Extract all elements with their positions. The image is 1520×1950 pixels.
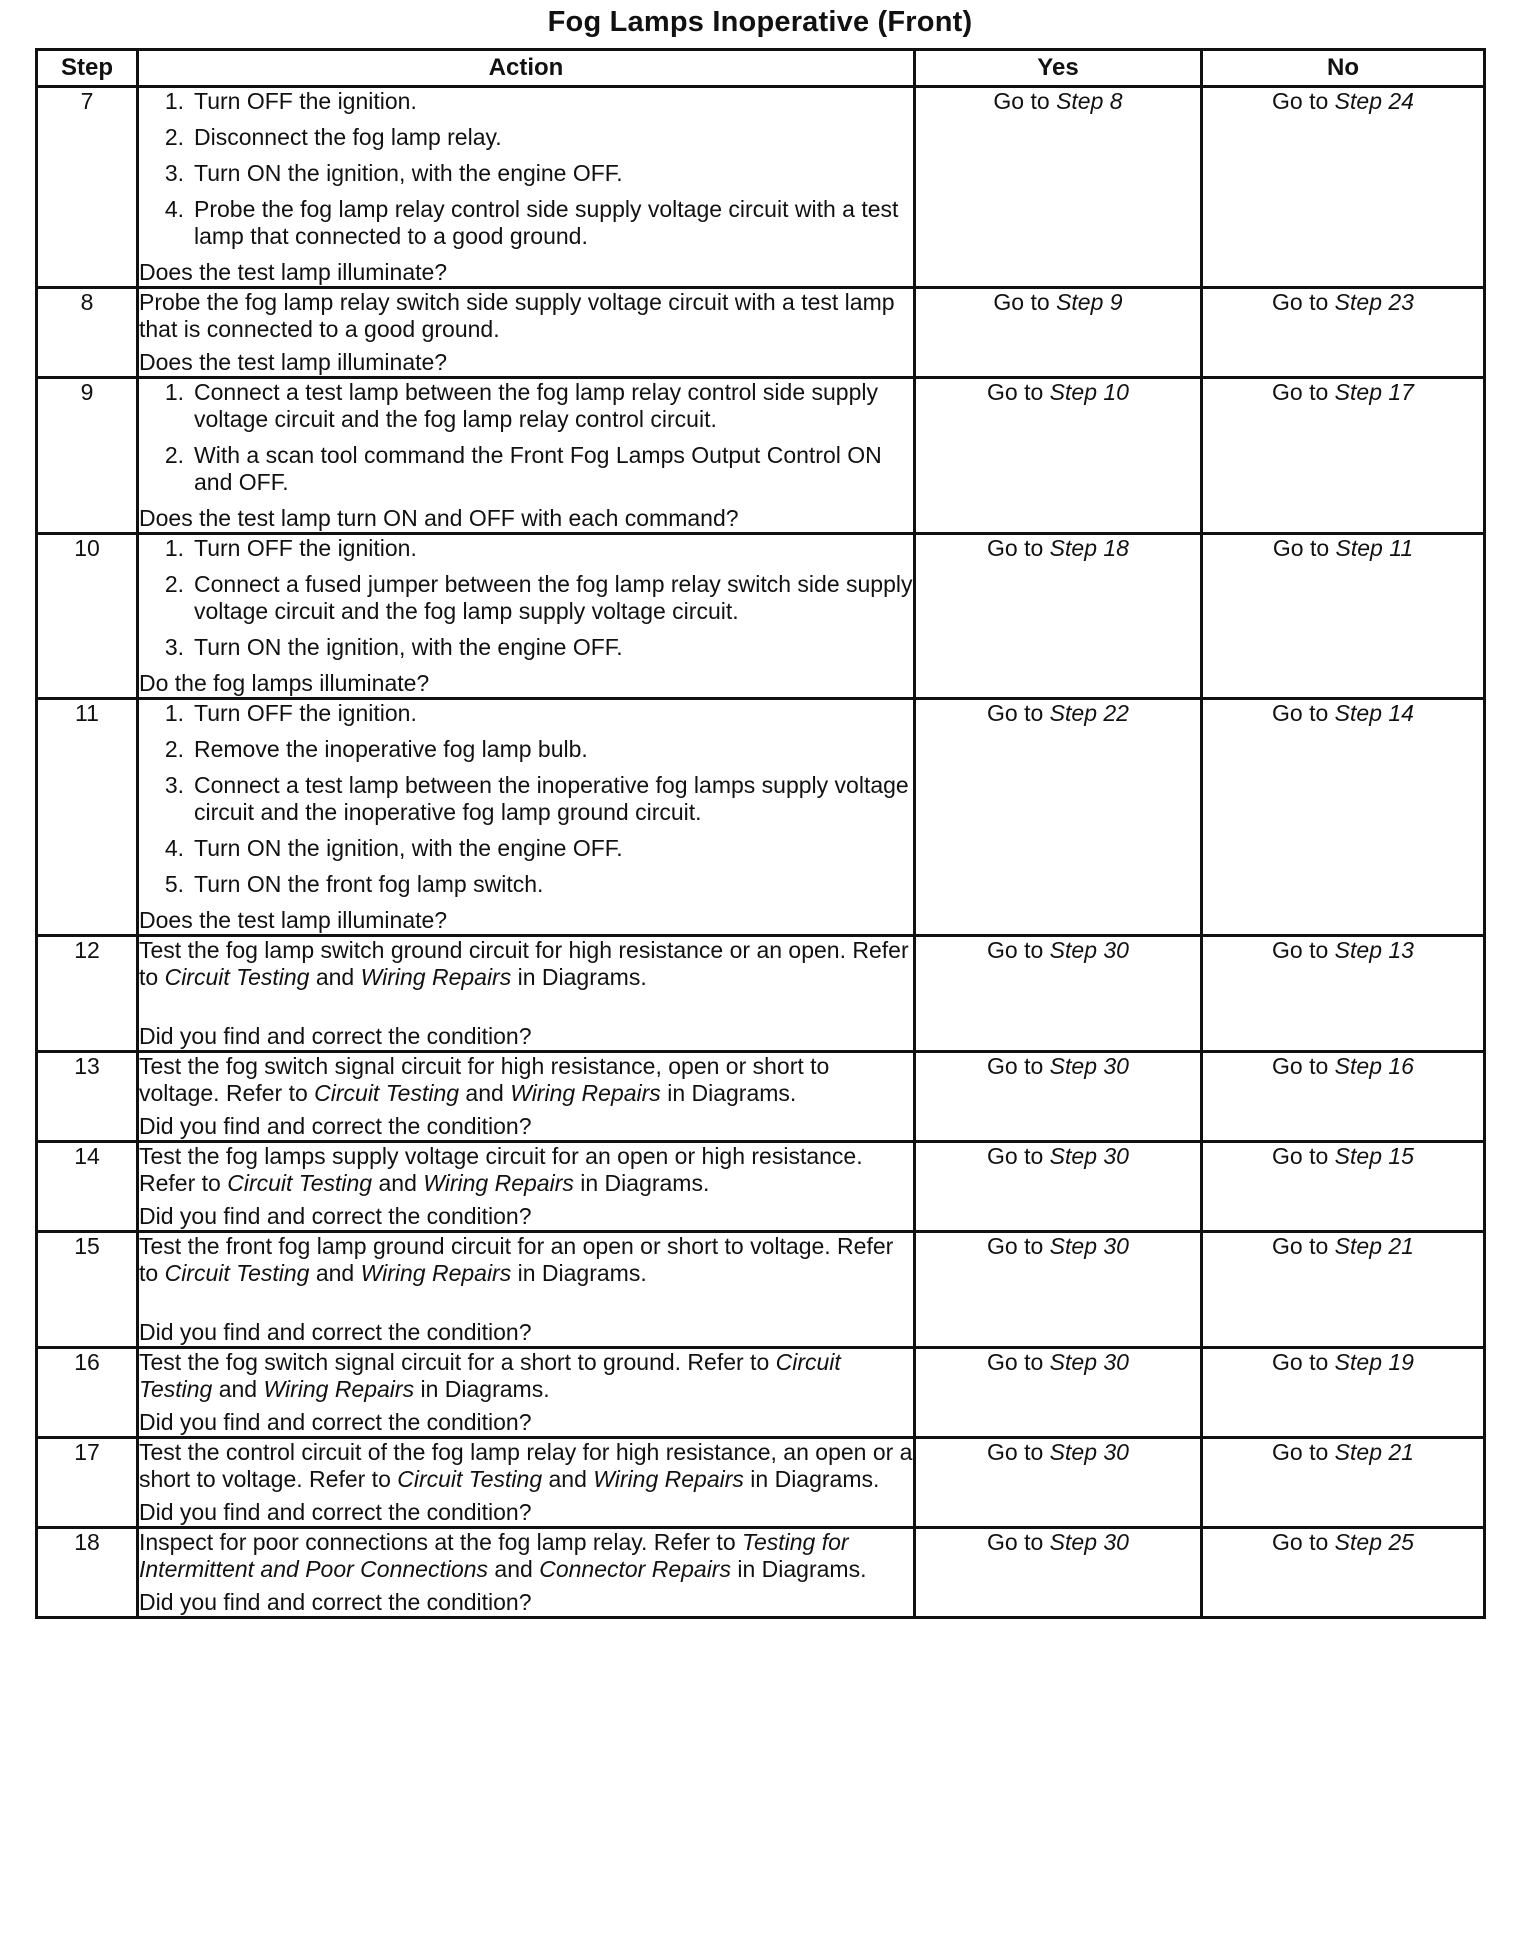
list-item-text: Turn ON the ignition, with the engine OFF.	[194, 634, 623, 660]
question-text: Did you find and correct the condition?	[139, 1409, 532, 1435]
action-text-part: and	[372, 1170, 424, 1196]
no-step-reference: Step 16	[1334, 1053, 1414, 1079]
action-steps-list	[139, 88, 913, 250]
action-text	[139, 1053, 913, 1107]
list-item-text: Connect a test lamp between the inoperative fog lamps supply voltage circuit and the inoperative fog lamp ground circuit.	[194, 772, 909, 825]
action-text	[139, 937, 913, 991]
no-cell	[1202, 1438, 1485, 1528]
action-steps-list	[139, 535, 913, 661]
spacer	[139, 997, 913, 1023]
yes-step-reference: Step 8	[1056, 88, 1123, 114]
no-cell	[1202, 1142, 1485, 1232]
no-goto-text: Go to	[1272, 1053, 1335, 1079]
action-text-part: in Diagrams.	[511, 1260, 647, 1286]
list-item-number: 1.	[164, 700, 184, 726]
yes-step-reference: Step 30	[1049, 1529, 1129, 1555]
list-item	[139, 535, 913, 562]
no-step-reference: Step 13	[1334, 937, 1414, 963]
question-text: Does the test lamp turn ON and OFF with each command?	[139, 505, 739, 531]
list-item-text: Turn ON the ignition, with the engine OFF.	[194, 835, 623, 861]
list-item	[139, 88, 913, 115]
action-text	[139, 1143, 913, 1197]
table-row	[37, 1528, 1485, 1618]
list-item-text: Turn ON the ignition, with the engine OFF.	[194, 160, 623, 186]
list-item	[139, 196, 913, 250]
yes-goto-text: Go to	[987, 1053, 1050, 1079]
action-cell	[138, 87, 915, 288]
yes-goto-text: Go to	[993, 88, 1057, 114]
yes-cell	[915, 1142, 1202, 1232]
action-text	[139, 1529, 913, 1583]
yes-goto-text: Go to	[987, 1233, 1050, 1259]
no-cell	[1202, 1348, 1485, 1438]
no-goto-text: Go to	[1272, 1529, 1335, 1555]
list-item	[139, 700, 913, 727]
yes-goto-text: Go to	[987, 535, 1050, 561]
list-item-text: Turn OFF the ignition.	[194, 535, 417, 561]
no-goto-text: Go to	[1272, 1439, 1335, 1465]
question-text: Did you find and correct the condition?	[139, 1113, 532, 1139]
action-cell	[138, 1142, 915, 1232]
reference-title: Circuit Testing	[164, 1260, 310, 1286]
list-item	[139, 871, 913, 898]
no-goto-text: Go to	[1272, 700, 1335, 726]
no-step-reference: Step 15	[1334, 1143, 1414, 1169]
no-cell	[1202, 1052, 1485, 1142]
yes-cell	[915, 87, 1202, 288]
action-text	[139, 1349, 913, 1403]
list-item-text: Turn ON the front fog lamp switch.	[194, 871, 544, 897]
no-goto-text: Go to	[1272, 1143, 1335, 1169]
reference-title: Testing for Intermittent and Poor Connections	[139, 1529, 849, 1582]
list-item	[139, 442, 913, 496]
no-step-reference: Step 23	[1334, 289, 1414, 315]
action-steps-list	[139, 700, 913, 898]
no-step-reference: Step 19	[1334, 1349, 1414, 1375]
no-cell	[1202, 1528, 1485, 1618]
step-number: 10	[37, 534, 138, 699]
table-row	[37, 288, 1485, 378]
question-text: Does the test lamp illuminate?	[139, 259, 448, 285]
list-item-number: 1.	[164, 379, 184, 405]
list-item-text: Disconnect the fog lamp relay.	[194, 124, 502, 150]
reference-title: Circuit Testing	[227, 1170, 373, 1196]
action-cell	[138, 1438, 915, 1528]
no-goto-text: Go to	[1272, 88, 1335, 114]
no-step-reference: Step 25	[1334, 1529, 1414, 1555]
list-item-text: With a scan tool command the Front Fog Lamps Output Control ON and OFF.	[194, 442, 882, 495]
yes-cell	[915, 378, 1202, 534]
page-title: Fog Lamps Inoperative (Front)	[547, 6, 973, 38]
step-number: 14	[37, 1142, 138, 1232]
header-step: Step	[37, 50, 138, 87]
list-item-number: 1.	[164, 88, 184, 114]
step-number: 9	[37, 378, 138, 534]
action-text-part: and	[459, 1080, 511, 1106]
action-cell	[138, 1348, 915, 1438]
no-goto-text: Go to	[1272, 379, 1335, 405]
no-step-reference: Step 21	[1334, 1439, 1414, 1465]
list-item	[139, 124, 913, 151]
table-row	[37, 1052, 1485, 1142]
yes-step-reference: Step 22	[1049, 700, 1129, 726]
question-text: Does the test lamp illuminate?	[139, 907, 448, 933]
list-item-text: Connect a fused jumper between the fog lamp relay switch side supply voltage circuit and the fog lamp supply voltage circuit.	[194, 571, 913, 624]
yes-cell	[915, 1438, 1202, 1528]
action-text-part: Test the fog lamp switch ground circuit for high resistance or an open. Refer to	[139, 937, 909, 990]
list-item-number: 4.	[164, 835, 184, 861]
reference-title: Wiring Repairs	[593, 1466, 744, 1492]
list-item-number: 2.	[164, 736, 184, 762]
list-item	[139, 379, 913, 433]
header-no: No	[1202, 50, 1485, 87]
no-cell	[1202, 378, 1485, 534]
step-number: 7	[37, 87, 138, 288]
yes-goto-text: Go to	[987, 700, 1050, 726]
action-text-part: Test the fog switch signal circuit for a short to ground. Refer to	[139, 1349, 776, 1375]
no-cell	[1202, 1232, 1485, 1348]
no-step-reference: Step 21	[1334, 1233, 1414, 1259]
table-row	[37, 534, 1485, 699]
no-step-reference: Step 14	[1334, 700, 1414, 726]
question-text: Did you find and correct the condition?	[139, 1203, 532, 1229]
action-cell	[138, 534, 915, 699]
list-item-number: 1.	[164, 535, 184, 561]
no-step-reference: Step 24	[1334, 88, 1414, 114]
step-number: 17	[37, 1438, 138, 1528]
list-item-number: 3.	[164, 634, 184, 660]
yes-goto-text: Go to	[987, 1143, 1050, 1169]
no-goto-text: Go to	[1272, 937, 1335, 963]
reference-title: Wiring Repairs	[360, 1260, 512, 1286]
question-text: Did you find and correct the condition?	[139, 1023, 532, 1049]
action-text-part: in Diagrams.	[660, 1080, 797, 1106]
no-cell	[1202, 699, 1485, 936]
yes-cell	[915, 1052, 1202, 1142]
no-cell	[1202, 288, 1485, 378]
question-text: Does the test lamp illuminate?	[139, 349, 448, 375]
list-item	[139, 160, 913, 187]
reference-title: Circuit Testing	[139, 1349, 841, 1402]
header-yes: Yes	[915, 50, 1202, 87]
action-text-part: in Diagrams.	[414, 1376, 550, 1402]
yes-cell	[915, 936, 1202, 1052]
action-text-part: in Diagrams.	[511, 964, 647, 990]
question-text: Did you find and correct the condition?	[139, 1499, 532, 1525]
table-row	[37, 378, 1485, 534]
yes-cell	[915, 1348, 1202, 1438]
spacer	[139, 1293, 913, 1319]
no-goto-text: Go to	[1272, 1233, 1335, 1259]
yes-step-reference: Step 30	[1049, 1439, 1129, 1465]
yes-goto-text: Go to	[987, 937, 1050, 963]
list-item-text: Remove the inoperative fog lamp bulb.	[194, 736, 588, 762]
action-text-part: Test the fog lamps supply voltage circuit for an open or high resistance. Refer to	[139, 1143, 863, 1196]
yes-goto-text: Go to	[987, 1529, 1050, 1555]
step-number: 12	[37, 936, 138, 1052]
action-text-part: Inspect for poor connections at the fog lamp relay. Refer to	[139, 1529, 743, 1555]
list-item-number: 5.	[164, 871, 184, 897]
action-text	[139, 1233, 913, 1287]
no-step-reference: Step 17	[1334, 379, 1414, 405]
no-goto-text: Go to	[1272, 1349, 1335, 1375]
step-number: 15	[37, 1232, 138, 1348]
table-row	[37, 1348, 1485, 1438]
yes-goto-text: Go to	[987, 379, 1050, 405]
no-step-reference: Step 11	[1335, 535, 1414, 561]
yes-step-reference: Step 10	[1049, 379, 1129, 405]
list-item-text: Probe the fog lamp relay control side supply voltage circuit with a test lamp that connected to a good ground.	[194, 196, 899, 249]
action-cell	[138, 1528, 915, 1618]
action-text-part: and	[488, 1556, 540, 1582]
reference-title: Connector Repairs	[539, 1556, 731, 1582]
yes-step-reference: Step 30	[1049, 1053, 1129, 1079]
action-cell	[138, 288, 915, 378]
yes-step-reference: Step 30	[1049, 1233, 1129, 1259]
action-text-part: and	[212, 1376, 264, 1402]
yes-step-reference: Step 30	[1049, 937, 1129, 963]
no-goto-text: Go to	[1272, 289, 1335, 315]
table-row	[37, 1232, 1485, 1348]
list-item-text: Turn OFF the ignition.	[194, 700, 417, 726]
table-row	[37, 87, 1485, 288]
action-cell	[138, 1232, 915, 1348]
no-cell	[1202, 936, 1485, 1052]
yes-cell	[915, 1232, 1202, 1348]
list-item-number: 3.	[164, 160, 184, 186]
action-text-part: and	[542, 1466, 594, 1492]
table-body	[37, 87, 1485, 1618]
action-text-part: Test the front fog lamp ground circuit for an open or short to voltage. Refer to	[139, 1233, 894, 1286]
yes-cell	[915, 534, 1202, 699]
header-action: Action	[138, 50, 915, 87]
table-row	[37, 1142, 1485, 1232]
list-item	[139, 835, 913, 862]
action-text-part: in Diagrams.	[730, 1556, 867, 1582]
yes-goto-text: Go to	[993, 289, 1057, 315]
no-cell	[1202, 87, 1485, 288]
table-row	[37, 936, 1485, 1052]
header-row	[37, 50, 1485, 87]
action-text: Probe the fog lamp relay switch side supply voltage circuit with a test lamp that is connected to a good ground.	[139, 289, 895, 342]
action-cell	[138, 699, 915, 936]
table-row	[37, 1438, 1485, 1528]
list-item	[139, 772, 913, 826]
list-item	[139, 736, 913, 763]
step-number: 11	[37, 699, 138, 936]
step-number: 16	[37, 1348, 138, 1438]
table-row	[37, 699, 1485, 936]
action-cell	[138, 936, 915, 1052]
diagnostic-table	[35, 48, 1486, 1619]
yes-step-reference: Step 18	[1049, 535, 1129, 561]
reference-title: Wiring Repairs	[360, 964, 512, 990]
list-item-number: 4.	[164, 196, 184, 222]
list-item-number: 2.	[164, 571, 184, 597]
step-number: 18	[37, 1528, 138, 1618]
question-text: Did you find and correct the condition?	[139, 1319, 532, 1345]
yes-step-reference: Step 9	[1056, 289, 1123, 315]
reference-title: Circuit Testing	[397, 1466, 543, 1492]
action-text-part: Test the fog switch signal circuit for high resistance, open or short to voltage. Refer to	[139, 1053, 830, 1106]
yes-cell	[915, 1528, 1202, 1618]
no-goto-text: Go to	[1272, 535, 1336, 561]
reference-title: Circuit Testing	[314, 1080, 460, 1106]
yes-cell	[915, 699, 1202, 936]
list-item-number: 2.	[164, 124, 184, 150]
yes-cell	[915, 288, 1202, 378]
reference-title: Wiring Repairs	[510, 1080, 661, 1106]
question-text: Did you find and correct the condition?	[139, 1589, 532, 1615]
step-number: 13	[37, 1052, 138, 1142]
no-cell	[1202, 534, 1485, 699]
action-text-part: Test the control circuit of the fog lamp relay for high resistance, an open or a short to voltage. Refer to	[139, 1439, 913, 1492]
action-text	[139, 1439, 913, 1493]
list-item-text: Connect a test lamp between the fog lamp relay control side supply voltage circuit and the fog lamp relay control circuit.	[194, 379, 878, 432]
reference-title: Wiring Repairs	[263, 1376, 415, 1402]
action-cell	[138, 378, 915, 534]
list-item	[139, 571, 913, 625]
yes-goto-text: Go to	[987, 1349, 1050, 1375]
list-item-number: 2.	[164, 442, 184, 468]
action-text-part: and	[309, 964, 361, 990]
yes-step-reference: Step 30	[1049, 1143, 1129, 1169]
action-text-part: in Diagrams.	[573, 1170, 710, 1196]
reference-title: Wiring Repairs	[423, 1170, 574, 1196]
list-item	[139, 634, 913, 661]
list-item-number: 3.	[164, 772, 184, 798]
yes-step-reference: Step 30	[1049, 1349, 1129, 1375]
action-text-part: and	[309, 1260, 361, 1286]
list-item-text: Turn OFF the ignition.	[194, 88, 417, 114]
step-number: 8	[37, 288, 138, 378]
action-text-part: in Diagrams.	[743, 1466, 880, 1492]
yes-goto-text: Go to	[987, 1439, 1050, 1465]
action-cell	[138, 1052, 915, 1142]
question-text: Do the fog lamps illuminate?	[139, 670, 430, 696]
reference-title: Circuit Testing	[164, 964, 310, 990]
action-steps-list	[139, 379, 913, 496]
